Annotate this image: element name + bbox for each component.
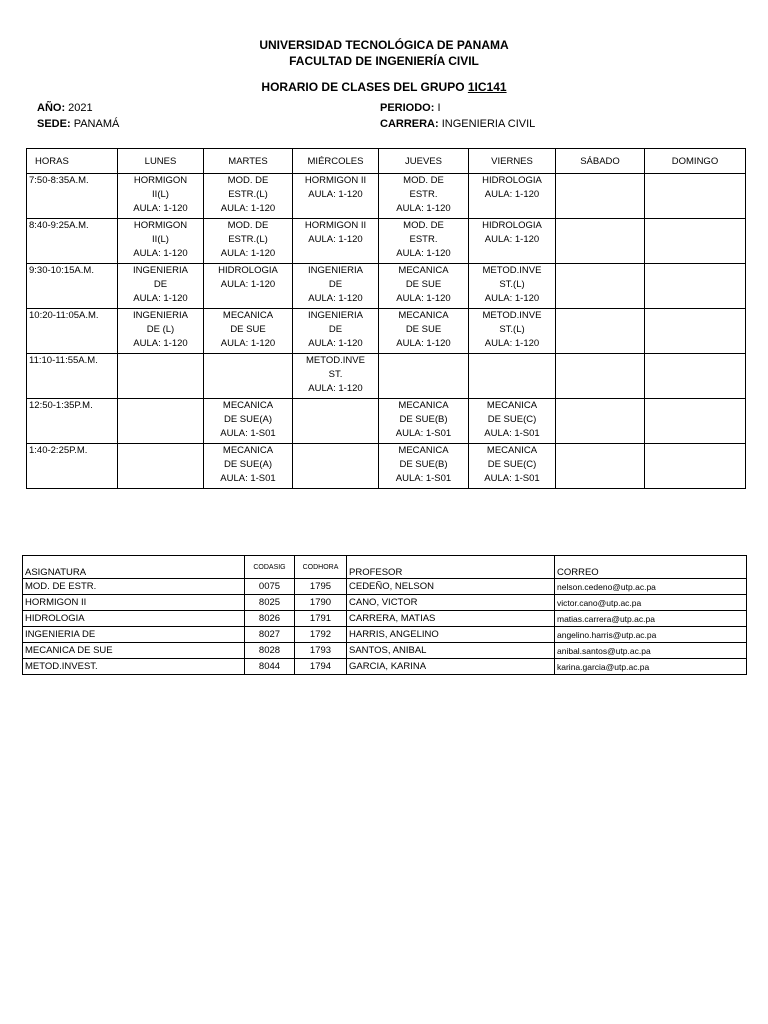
class-cell [204,309,293,354]
class-cell-line: INGENIERIA [308,265,363,276]
year-field [37,102,93,114]
class-cell-line: HIDROLOGIA [218,265,278,276]
time-slot: 10:20-11:05A.M. [27,309,118,354]
class-cell-line: AULA: 1-120 [308,293,363,304]
faculty-name: FACULTAD DE INGENIERÍA CIVIL [289,54,479,68]
class-cell-line: AULA: 1-120 [396,338,451,349]
class-cell [118,399,204,444]
subject-code: 8025 [245,595,295,611]
schedule-code: 1795 [295,579,347,595]
schedule-row [27,354,746,399]
schedule-title-prefix: HORARIO DE CLASES DEL GRUPO [261,80,468,94]
class-cell-line: ST.(L) [499,279,525,290]
class-cell [469,219,556,264]
subject-row [23,611,747,627]
class-cell-line: AULA: 1-120 [220,248,276,259]
subject-code: 8028 [245,643,295,659]
class-cell [118,264,204,309]
class-cell-line: DE SUE(A) [223,414,273,425]
class-cell [556,354,645,399]
class-cell-line: AULA: 1-120 [133,293,188,304]
time-slot: 11:10-11:55A.M. [27,354,118,399]
class-cell-line: ESTR.(L) [228,189,268,200]
subject-name: MECANICA DE SUE [23,643,245,659]
campus-field [37,118,119,130]
class-cell-line: DE SUE [230,324,266,335]
class-cell-line: AULA: 1-120 [133,338,188,349]
class-cell [379,309,469,354]
class-cell [379,354,469,399]
schedule-title [0,80,768,94]
subject-name: MOD. DE ESTR. [23,579,245,595]
professor-email: matias.carrera@utp.ac.pa [555,611,747,627]
class-cell-line: INGENIERIA [308,310,363,321]
class-cell-line: MECANICA [398,400,449,411]
subject-name: INGENIERIA DE [23,627,245,643]
schedule-col-header: MIÉRCOLES [293,149,379,174]
subject-code: 8027 [245,627,295,643]
class-cell [556,444,645,489]
professor-name: CEDEÑO, NELSON [347,579,555,595]
class-cell [379,399,469,444]
class-cell-line: DE SUE(C) [487,414,537,425]
class-cell-line: DE SUE(B) [399,414,448,425]
class-cell [556,174,645,219]
class-cell-line: HORMIGON [133,220,188,231]
class-cell-line: AULA: 1-120 [133,203,188,214]
class-cell [379,444,469,489]
subjects-col-header: PROFESOR [347,556,555,579]
class-cell-line: HORMIGON II [304,175,367,186]
period-value: I [437,102,441,114]
class-cell [645,174,746,219]
period-label: PERIODO: [380,102,435,114]
schedule-code: 1791 [295,611,347,627]
class-cell [204,219,293,264]
class-cell-line: METOD.INVE [306,355,365,366]
class-cell-line: AULA: 1-S01 [484,428,540,439]
campus-label: SEDE: [37,118,71,130]
class-cell-line: MECANICA [222,310,274,321]
class-cell [118,309,204,354]
schedule-col-header: MARTES [204,149,293,174]
class-cell-line: AULA: 1-120 [484,293,540,304]
class-cell [469,399,556,444]
schedule-col-header: HORAS [27,149,118,174]
class-cell [645,354,746,399]
schedule-col-header: DOMINGO [645,149,746,174]
class-cell-line: AULA: 1-120 [396,203,451,214]
subject-row [23,627,747,643]
professor-name: CANO, VICTOR [347,595,555,611]
schedule-row [27,444,746,489]
subject-row [23,595,747,611]
class-cell-line: II(L) [152,189,169,200]
class-cell [469,309,556,354]
class-cell [645,309,746,354]
class-cell [118,219,204,264]
subject-code: 0075 [245,579,295,595]
career-value: INGENIERIA CIVIL [441,118,536,130]
time-slot: 12:50-1:35P.M. [27,399,118,444]
class-cell [293,354,379,399]
schedule-code: 1792 [295,627,347,643]
class-cell-line: MECANICA [486,400,538,411]
class-cell-line: AULA: 1-120 [220,338,276,349]
group-code: 1IC141 [467,80,507,94]
class-cell-line: DE (L) [146,324,175,335]
schedule-code: 1793 [295,643,347,659]
class-cell-line: AULA: 1-S01 [395,473,452,484]
class-cell-line: METOD.INVE [482,310,542,321]
career-label: CARRERA: [380,118,439,130]
class-cell-line: DE SUE(C) [487,459,537,470]
class-cell-line: AULA: 1-120 [308,234,363,245]
class-cell [379,264,469,309]
class-cell-line: AULA: 1-120 [133,248,188,259]
subjects-table [22,555,747,675]
class-cell [204,444,293,489]
time-slot: 8:40-9:25A.M. [27,219,118,264]
class-cell [293,399,379,444]
university-name: UNIVERSIDAD TECNOLÓGICA DE PANAMA [259,38,509,52]
subjects-col-header: CODASIG [245,556,295,579]
class-cell-line: MOD. DE [227,220,269,231]
class-cell-line: MOD. DE [403,175,444,186]
time-slot: 9:30-10:15A.M. [27,264,118,309]
class-cell-line: ESTR. [409,189,438,200]
class-cell-line: METOD.INVE [482,265,542,276]
professor-name: GARCIA, KARINA [347,659,555,675]
schedule-row [27,309,746,354]
schedule-header-row [27,149,746,174]
class-cell-line: HIDROLOGIA [482,175,542,186]
schedule-col-header: SÁBADO [556,149,645,174]
subject-row [23,579,747,595]
campus-value: PANAMÁ [73,118,120,130]
class-cell-line: DE SUE [405,324,442,335]
class-cell-line: DE SUE(B) [399,459,448,470]
class-cell-line: AULA: 1-120 [396,248,451,259]
schedule-table [26,148,746,489]
class-cell [204,174,293,219]
class-cell [469,354,556,399]
class-cell-line: AULA: 1-120 [484,338,540,349]
schedule-col-header: VIERNES [469,149,556,174]
class-cell-line: HIDROLOGIA [482,220,542,231]
class-cell-line: AULA: 1-120 [220,279,276,290]
class-cell [556,309,645,354]
class-cell-line: II(L) [152,234,169,245]
class-cell-line: HORMIGON II [304,220,367,231]
class-cell [379,219,469,264]
class-cell [469,264,556,309]
subjects-body [23,579,747,675]
class-cell-line: MECANICA [486,445,538,456]
class-cell [556,219,645,264]
professor-name: SANTOS, ANIBAL [347,643,555,659]
class-cell [293,264,379,309]
class-cell-line: ST.(L) [499,324,525,335]
schedule-row [27,219,746,264]
subjects-col-header: CORREO [555,556,747,579]
subject-code: 8026 [245,611,295,627]
class-cell [204,264,293,309]
class-cell-line: MOD. DE [227,175,269,186]
professor-email: karina.garcia@utp.ac.pa [555,659,747,675]
class-cell [645,219,746,264]
professor-name: HARRIS, ANGELINO [347,627,555,643]
time-slot: 1:40-2:25P.M. [27,444,118,489]
class-cell [469,444,556,489]
class-cell-line: MECANICA [398,265,449,276]
class-cell [556,264,645,309]
professor-email: victor.cano@utp.ac.pa [555,595,747,611]
class-cell-line: DE [328,279,343,290]
subject-row [23,659,747,675]
career-field [380,118,535,130]
class-cell [293,309,379,354]
class-cell-line: ESTR. [409,234,438,245]
class-cell [293,444,379,489]
subjects-header-row [23,556,747,579]
class-cell [645,444,746,489]
class-cell-line: AULA: 1-120 [308,189,363,200]
class-cell-line: INGENIERIA [133,265,188,276]
class-cell [204,399,293,444]
class-cell [645,399,746,444]
schedule-col-header: JUEVES [379,149,469,174]
class-cell [556,399,645,444]
schedule-row [27,399,746,444]
class-cell-line: INGENIERIA [133,310,188,321]
period-field [380,102,441,114]
subject-name: HORMIGON II [23,595,245,611]
class-cell-line: ESTR.(L) [228,234,268,245]
subject-name: HIDROLOGIA [23,611,245,627]
class-cell [118,354,204,399]
class-cell-line: DE [328,324,343,335]
schedule-row [27,264,746,309]
class-cell-line: AULA: 1-S01 [484,473,540,484]
class-cell-line: AULA: 1-S01 [220,473,276,484]
schedule-code: 1790 [295,595,347,611]
class-cell-line: DE SUE [405,279,442,290]
class-cell-line: MECANICA [222,400,274,411]
schedule-code: 1794 [295,659,347,675]
class-cell-line: AULA: 1-120 [396,293,451,304]
class-cell-line: AULA: 1-120 [308,383,363,394]
year-label: AÑO: [37,102,66,114]
class-cell-line: MOD. DE [403,220,444,231]
subjects-col-header: ASIGNATURA [23,556,245,579]
class-cell-line: HORMIGON [133,175,188,186]
class-cell [118,174,204,219]
class-cell-line: DE [153,279,168,290]
class-cell-line: ST. [328,369,343,380]
time-slot: 7:50-8:35A.M. [27,174,118,219]
class-cell-line: MECANICA [222,445,274,456]
class-cell [645,264,746,309]
schedule-col-header: LUNES [118,149,204,174]
class-cell [118,444,204,489]
class-cell [293,174,379,219]
year-value: 2021 [68,102,93,114]
subject-code: 8044 [245,659,295,675]
subjects-col-header: CODHORA [295,556,347,579]
subject-row [23,643,747,659]
class-cell-line: DE SUE(A) [223,459,273,470]
class-cell-line: AULA: 1-120 [220,203,276,214]
class-cell-line: MECANICA [398,310,449,321]
class-cell [293,219,379,264]
class-cell-line: AULA: 1-S01 [395,428,452,439]
schedule-row [27,174,746,219]
schedule-body [27,174,746,489]
professor-name: CARRERA, MATIAS [347,611,555,627]
class-cell [379,174,469,219]
class-cell [204,354,293,399]
subject-name: METOD.INVEST. [23,659,245,675]
professor-email: angelino.harris@utp.ac.pa [555,627,747,643]
professor-email: nelson.cedeno@utp.ac.pa [555,579,747,595]
professor-email: anibal.santos@utp.ac.pa [555,643,747,659]
class-cell-line: AULA: 1-S01 [220,428,276,439]
class-cell-line: AULA: 1-120 [484,234,540,245]
class-cell [469,174,556,219]
class-cell-line: AULA: 1-120 [308,338,363,349]
class-cell-line: MECANICA [398,445,449,456]
class-cell-line: AULA: 1-120 [484,189,540,200]
